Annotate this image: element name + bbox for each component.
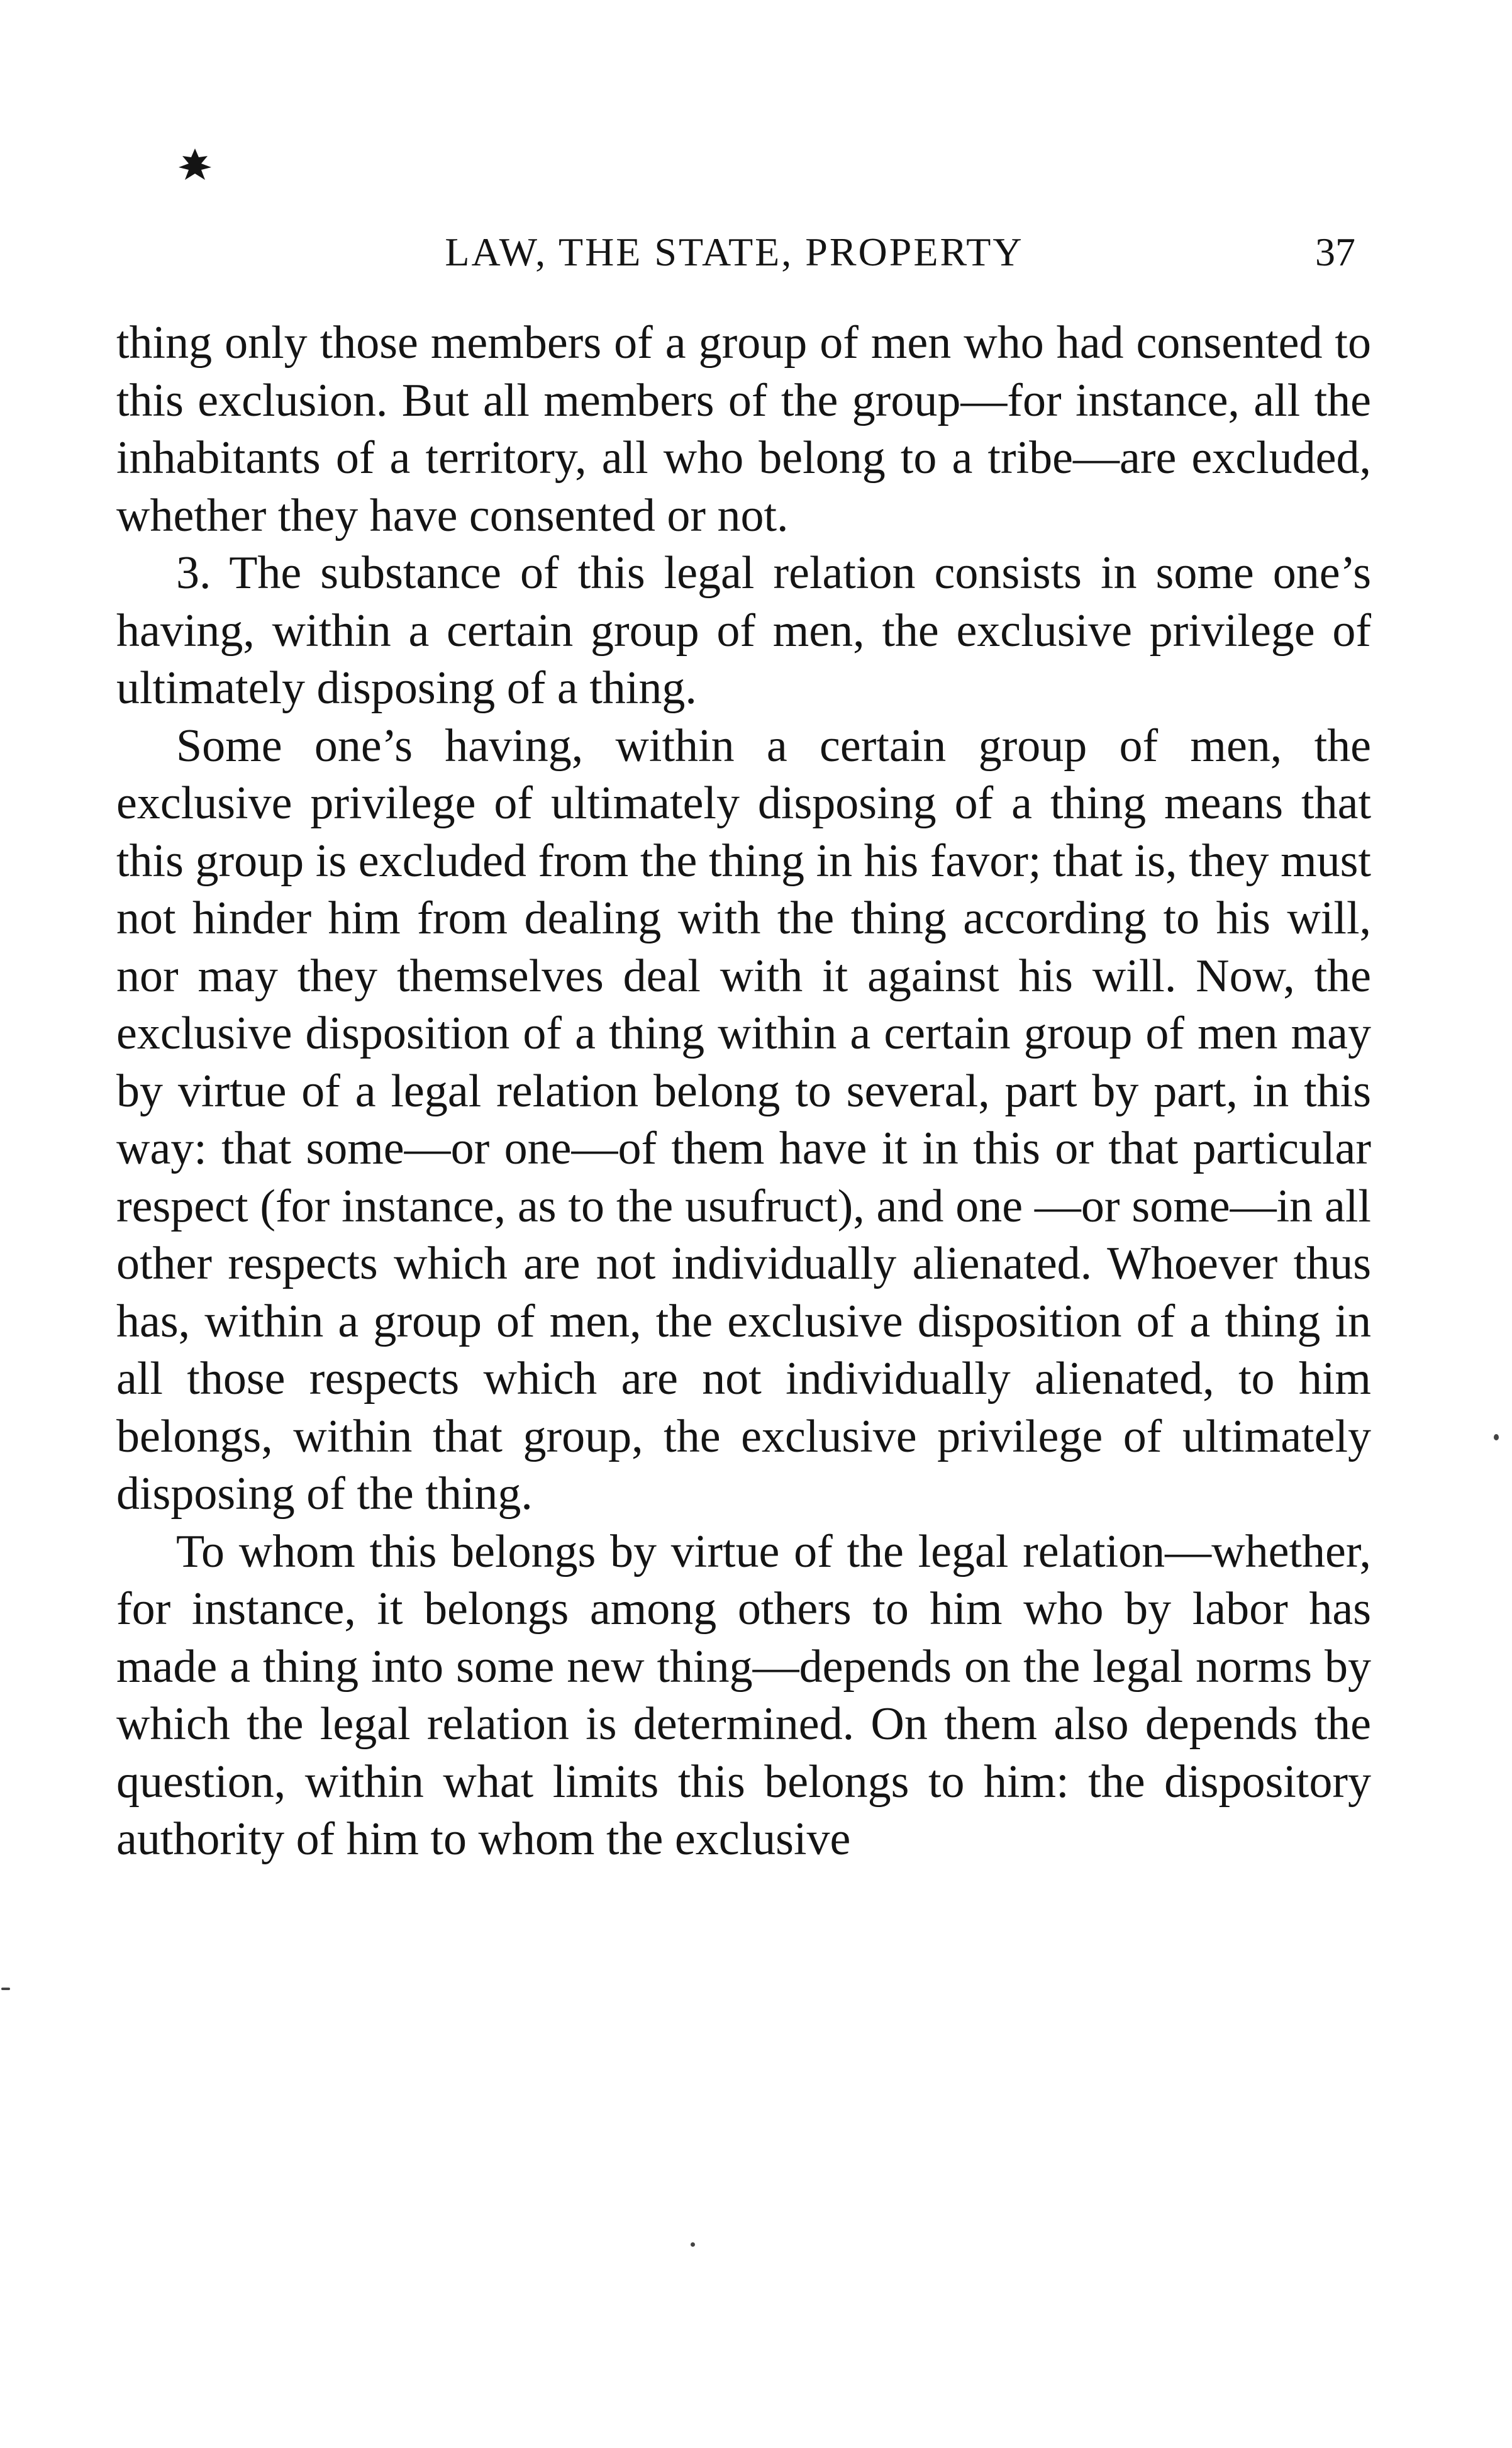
- running-header: [113, 224, 1355, 281]
- printer-ornament-icon: [176, 146, 214, 184]
- paragraph-section-3: 3. The substance of this legal relation consists in some one’s having, within a certain group of men, the exclusive privilege of ultimately disposing of a thing.: [116, 547, 1371, 714]
- paper-speck: [1, 1988, 10, 1990]
- paper-speck: [691, 2242, 695, 2247]
- page-number: 37: [1315, 230, 1355, 274]
- paragraph-continuation: thing only those members of a group of men who had consented to this exclusion. But all members of the group—for instance, all the inhabitants of a territory, all who belong to a tribe—are excluded, whether they have consented or not.: [116, 317, 1371, 542]
- paper-speck: [1494, 1434, 1499, 1440]
- paragraph-legal-norms: To whom this belongs by virtue of the legal relation—whether, for instance, it belongs among others to him who by labor has made a thing into some new thing—depends on the legal norms by which the legal relation is determined. On them also depends the question, within what limits this belongs to him: the dispository authority of him to whom the exclusive: [116, 1525, 1371, 1865]
- running-title: LAW, THE STATE, PROPERTY: [445, 230, 1024, 274]
- body-text: [116, 314, 1371, 1869]
- paragraph-exclusive-disposition: Some one’s having, within a certain group of men, the exclusive privilege of ultimately disposing of a thing means that this group is excluded from the thing in his favor; that is, they must not hinder him from dealing with the thing according to his will, nor may they themselves deal with it against his will. Now, the exclusive disposition of a thing within a certain group of men may by virtue of a legal relation belong to several, part by part, in this way: that some—or one—of them have it in this or that particular respect (for instance, as to the usufruct), and one —or some—in all other respects which are not individually alienated. Whoever thus has, within a group of men, the exclusive disposition of a thing in all those respects which are not individually alienated, to him belongs, within that group, the exclusive privilege of ultimately disposing of the thing.: [116, 720, 1371, 1520]
